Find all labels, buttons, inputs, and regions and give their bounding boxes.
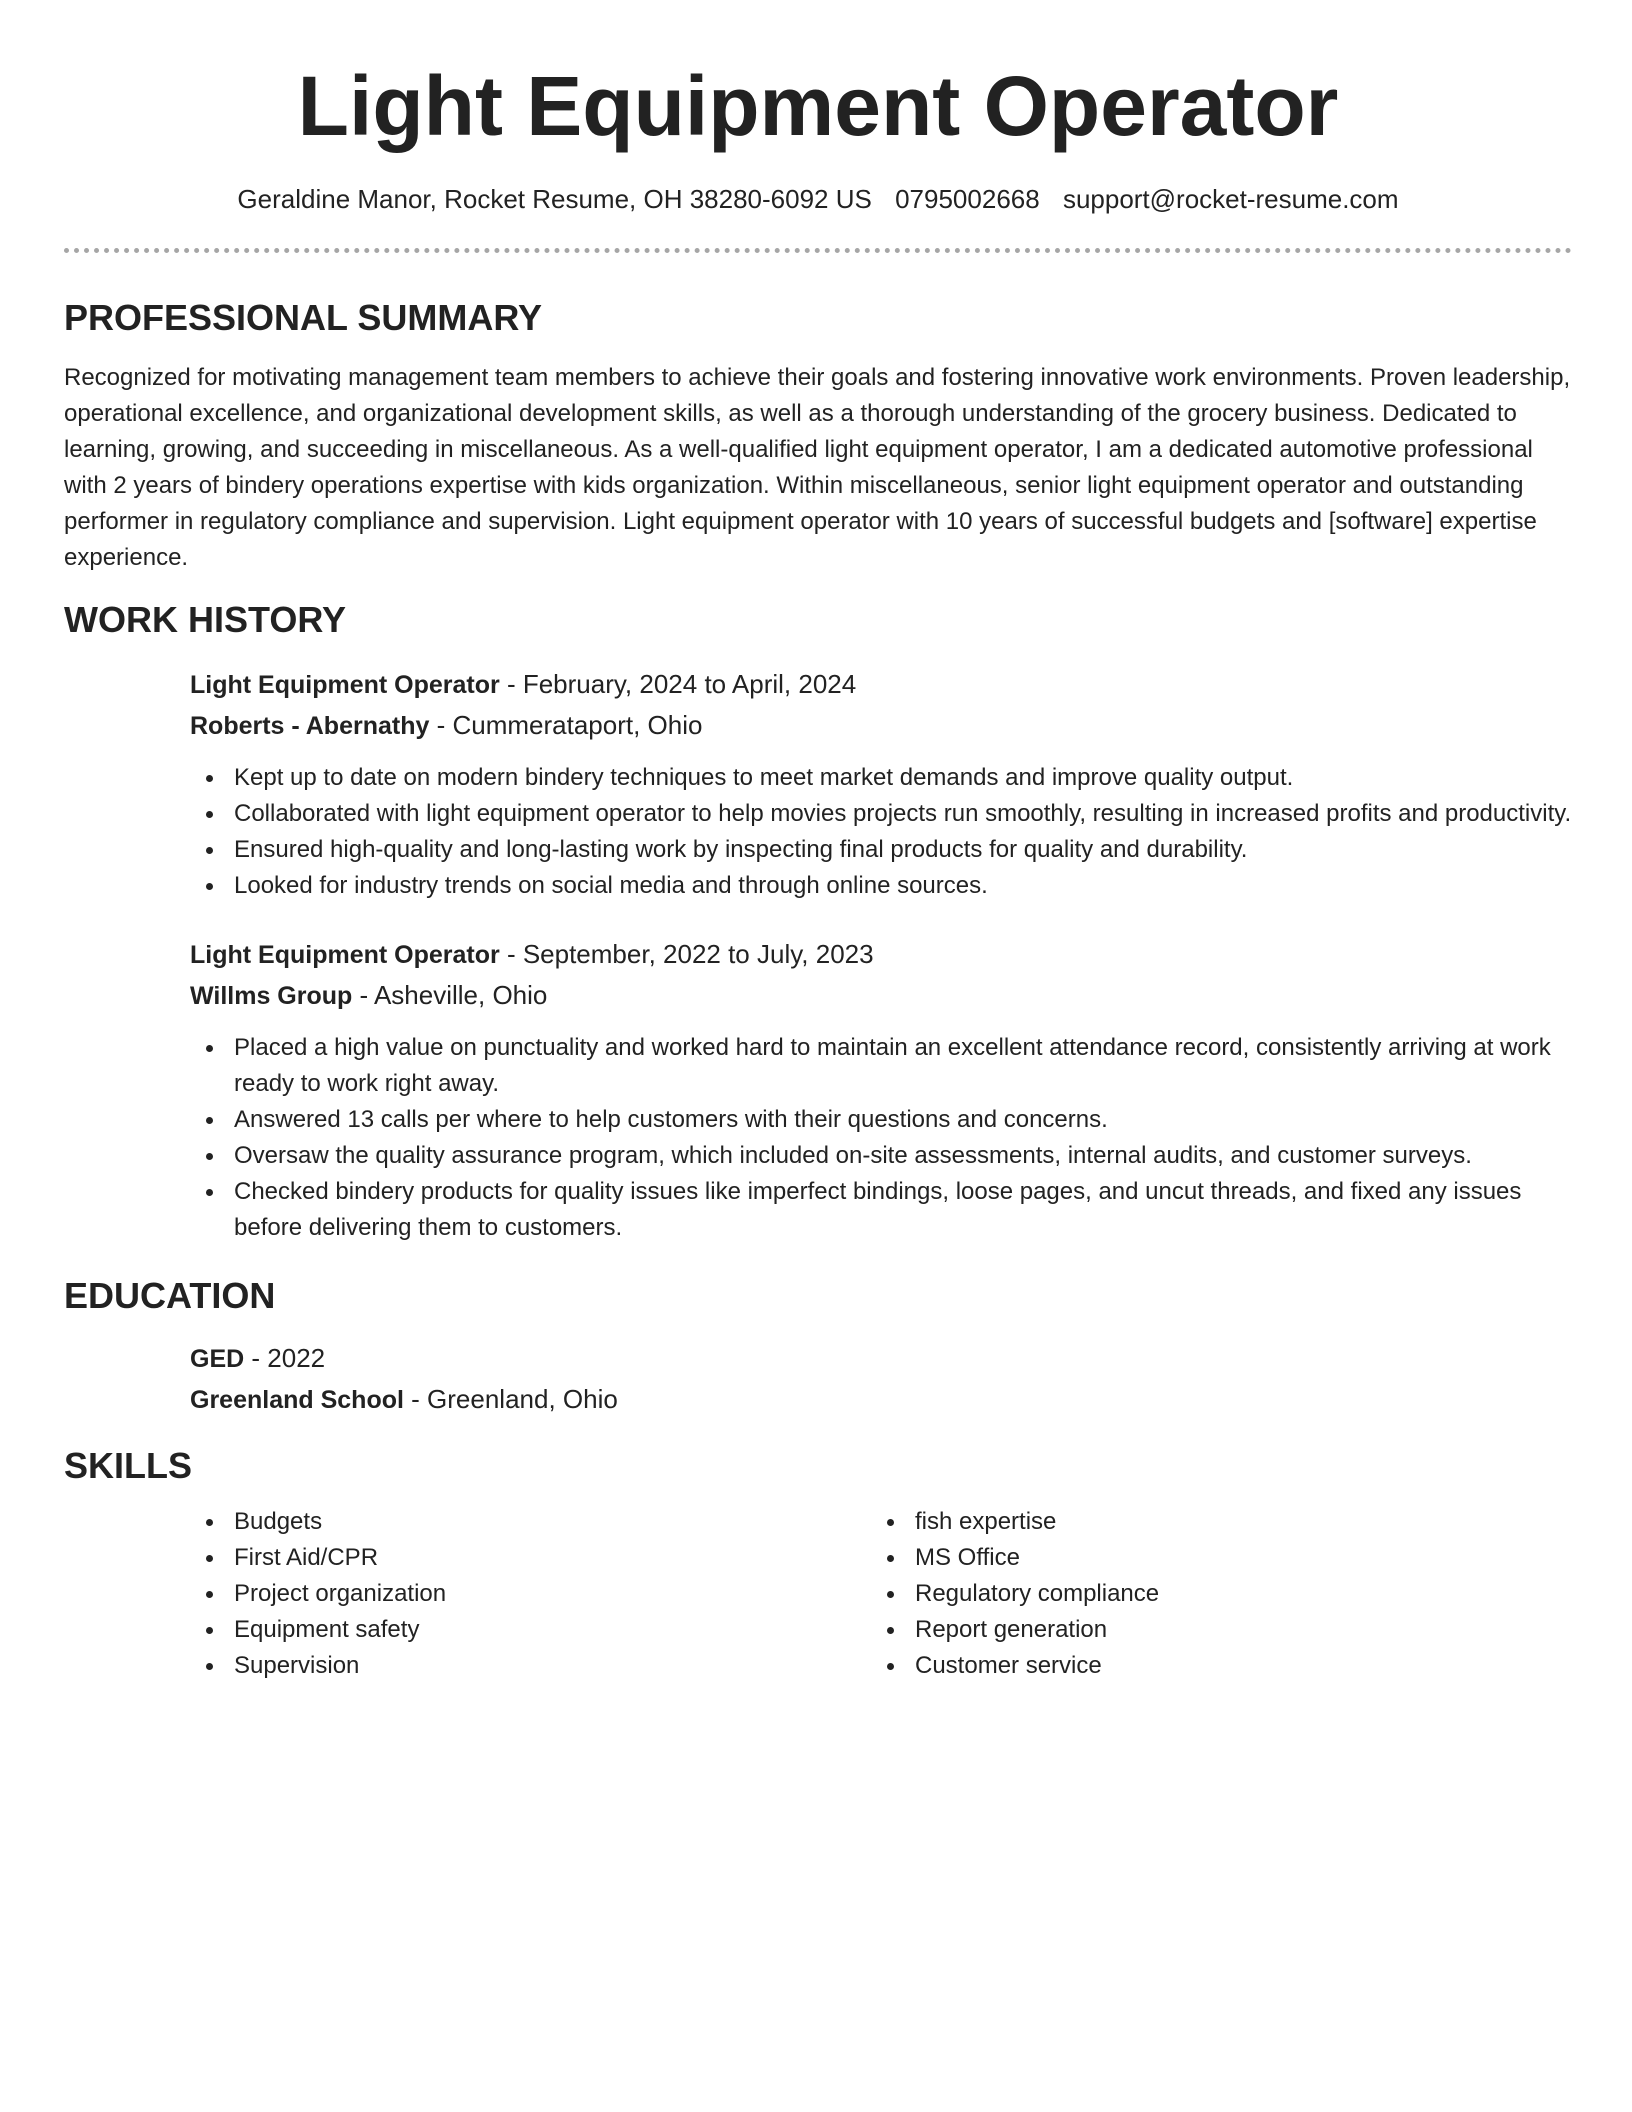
contact-line xyxy=(64,182,1572,216)
contact-email: support@rocket-resume.com xyxy=(1062,184,1399,214)
job-bullet: Collaborated with light equipment operator to help movies projects run smoothly, resulting in increased profits and productivity. xyxy=(190,796,1572,832)
skill-item: Report generation xyxy=(871,1612,1552,1648)
skill-item: Budgets xyxy=(190,1504,871,1540)
job-bullets xyxy=(190,1030,1572,1246)
job-company-line xyxy=(190,975,1572,1016)
job-location: - Asheville, Ohio xyxy=(352,980,548,1010)
education-school: Greenland School xyxy=(190,1386,404,1414)
job-bullet: Placed a high value on punctuality and worked hard to maintain an excellent attendance record, consistently arriving at work ready to work right away. xyxy=(190,1030,1572,1102)
job-bullet: Looked for industry trends on social media and through online sources. xyxy=(190,868,1572,904)
education-location: - Greenland, Ohio xyxy=(403,1384,618,1414)
education-school-line xyxy=(190,1379,1572,1420)
skill-item: Customer service xyxy=(871,1648,1552,1684)
job-role: Light Equipment Operator xyxy=(190,671,500,699)
skills-column-right xyxy=(871,1504,1552,1684)
job-role: Light Equipment Operator xyxy=(190,941,500,969)
contact-address: Geraldine Manor, Rocket Resume, OH 38280-6092 US xyxy=(237,184,872,214)
job-bullet: Oversaw the quality assurance program, which included on-site assessments, internal audits, and customer surveys. xyxy=(190,1138,1572,1174)
education-entry xyxy=(190,1338,1572,1420)
resume-name: Light Equipment Operator xyxy=(297,59,1339,153)
education-degree: GED xyxy=(190,1345,245,1373)
education-title: EDUCATION xyxy=(64,1275,276,1316)
education-degree-line xyxy=(190,1338,1572,1379)
job-bullets xyxy=(190,760,1572,904)
summary-text: Recognized for motivating management team members to achieve their goals and fostering innovative work environments. Proven leadership, operational excellence, and organizational development skills, as well as a thorough understanding of the grocery business. Dedicated to learning, growing, and succeeding in miscellaneous. As a well-qualified light equipment operator, I am a dedicated automotive professional with 2 years of bindery operations expertise with kids organization. Within miscellaneous, senior light equipment operator and outstanding performer in regulatory compliance and supervision. Light equipment operator with 10 years of successful budgets and [software] expertise experience. xyxy=(64,364,1571,571)
job-bullet: Kept up to date on modern bindery techniques to meet market demands and improve quality output. xyxy=(190,760,1572,796)
job-entry xyxy=(190,664,1572,904)
skill-item: MS Office xyxy=(871,1540,1552,1576)
job-location: - Cummerataport, Ohio xyxy=(429,710,703,740)
resume-page xyxy=(64,0,1572,1684)
skills-section xyxy=(64,1444,1572,1684)
job-company: Roberts - Abernathy xyxy=(190,712,430,740)
job-role-line xyxy=(190,664,1572,705)
job-bullet: Answered 13 calls per where to help customers with their questions and concerns. xyxy=(190,1102,1572,1138)
work-section xyxy=(64,598,1572,1246)
skills-column-left xyxy=(190,1504,871,1684)
job-entry xyxy=(190,934,1572,1246)
skill-item: Regulatory compliance xyxy=(871,1576,1552,1612)
summary-title: PROFESSIONAL SUMMARY xyxy=(64,297,543,338)
header-divider xyxy=(64,248,1572,253)
contact-phone: 0795002668 xyxy=(895,184,1040,214)
job-role-line xyxy=(190,934,1572,975)
skill-item: Supervision xyxy=(190,1648,871,1684)
skills-grid xyxy=(190,1504,1572,1684)
skill-item: Project organization xyxy=(190,1576,871,1612)
skill-item: fish expertise xyxy=(871,1504,1552,1540)
summary-section xyxy=(64,296,1572,576)
job-dates: - September, 2022 to July, 2023 xyxy=(499,939,874,969)
work-title: WORK HISTORY xyxy=(64,599,347,640)
job-company-line xyxy=(190,705,1572,746)
job-dates: - February, 2024 to April, 2024 xyxy=(499,669,857,699)
education-year: - 2022 xyxy=(244,1343,326,1373)
skill-item: Equipment safety xyxy=(190,1612,871,1648)
skill-item: First Aid/CPR xyxy=(190,1540,871,1576)
education-section xyxy=(64,1274,1572,1420)
job-bullet: Ensured high-quality and long-lasting work by inspecting final products for quality and durability. xyxy=(190,832,1572,868)
skills-title: SKILLS xyxy=(64,1445,193,1486)
job-bullet: Checked bindery products for quality issues like imperfect bindings, loose pages, and uncut threads, and fixed any issues before delivering them to customers. xyxy=(190,1174,1572,1246)
job-company: Willms Group xyxy=(190,982,353,1010)
